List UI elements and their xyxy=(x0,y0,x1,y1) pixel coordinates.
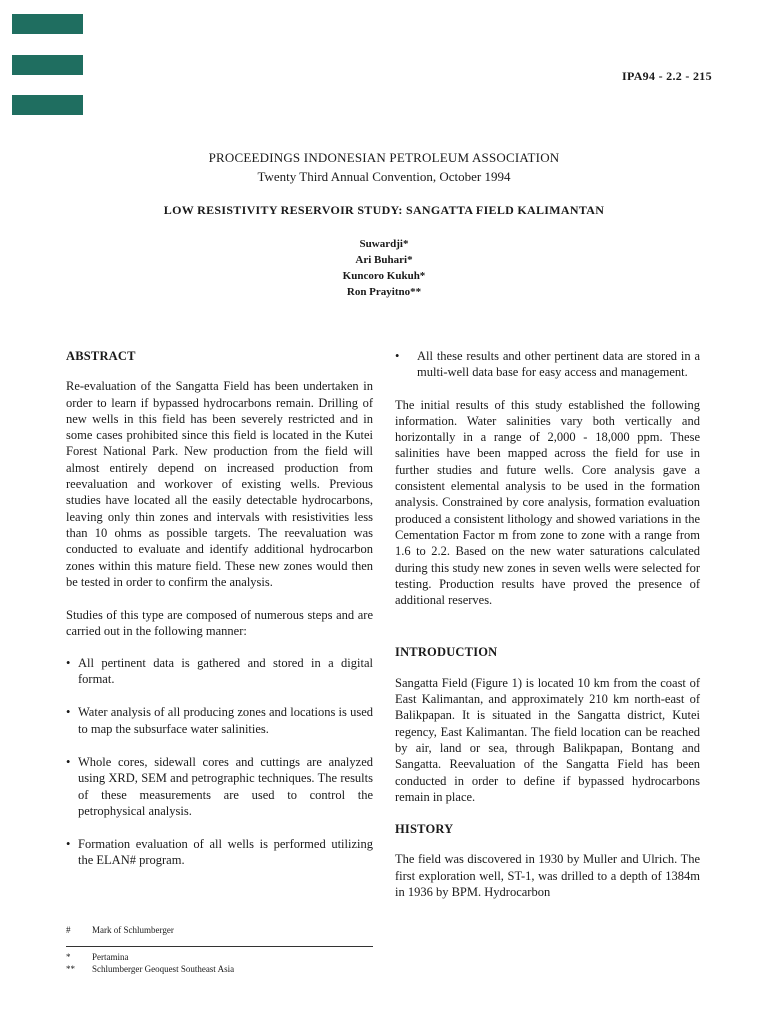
author: Ron Prayitno** xyxy=(346,286,422,298)
right-column xyxy=(395,348,700,900)
abstract-paragraph-2: Studies of this type are composed of numerous steps and are carried out in the following manner: xyxy=(66,608,373,639)
author: Kuncoro Kukuh* xyxy=(342,270,426,282)
footnote-affiliation-2 xyxy=(66,964,234,974)
introduction-paragraph: Sangatta Field (Figure 1) is located 10 km from the coast of East Kalimantan, and approximately 210 km north-east of Balikpapan. It is situated in the Sangatta district, Kutei regency, East Kalimantan. The field location can be reached by air, land or sea, through Balikpapan, Bontang and Sangatta. Reevaluation of the Sangatta Field has been conducted in order to define if bypassed hydrocarbons remain in place. xyxy=(395,675,700,804)
paper-id: IPA94 - 2.2 - 215 xyxy=(622,69,712,83)
footnote-symbol: # xyxy=(66,925,71,935)
history-paragraph: The field was discovered in 1930 by Muller and Ulrich. The first exploration well, ST-1, was drilled to a depth of 1384m in 1936 by BPM. Hydrocarbon xyxy=(395,852,700,900)
header-bar-1 xyxy=(12,14,83,34)
proceedings-heading: PROCEEDINGS INDONESIAN PETROLEUM ASSOCIATION xyxy=(208,150,560,165)
footnote-symbol: ** xyxy=(66,964,75,974)
list-item xyxy=(66,836,373,869)
footnote-affiliation-1 xyxy=(66,952,129,962)
list-item-text: All pertinent data is gathered and stored in a digital format. xyxy=(78,655,373,687)
bullet-mark: • xyxy=(66,655,71,670)
footnote-text: Schlumberger Geoquest Southeast Asia xyxy=(92,964,235,974)
footnote-text: Mark of Schlumberger xyxy=(92,925,174,935)
list-item-text: All these results and other pertinent data are stored in a multi-well data base for easy access and management. xyxy=(417,349,700,380)
abstract-heading: ABSTRACT xyxy=(66,349,136,363)
author: Ari Buhari* xyxy=(355,254,413,266)
paper-title: LOW RESISTIVITY RESERVOIR STUDY: SANGATTA FIELD KALIMANTAN xyxy=(163,203,605,217)
left-column xyxy=(66,348,373,869)
bullet-mark: • xyxy=(395,349,400,363)
list-item-text: Formation evaluation of all wells is performed utilizing the ELAN# program. xyxy=(78,837,373,868)
list-item-text: Whole cores, sidewall cores and cuttings are analyzed using XRD, SEM and petrographic techniques. The results of these measurements are used to control the petrophysical analysis. xyxy=(78,754,373,818)
footnote-trademark xyxy=(66,925,174,935)
bullet-mark: • xyxy=(66,837,71,852)
footnote-symbol: * xyxy=(66,952,71,962)
abstract-paragraph-3: The initial results of this study established the following information. Water salinities vary both vertically and horizontally in a range of 2,000 - 18,000 ppm. These salinities have been mapped across the field for use in further studies and future wells. Core analysis gave a consistent elemental analysis to be used in the formation analysis. Constrained by core analysis, formation evaluation produced a consistent lithology and showed variations in the Cementation Factor m from zone to zone with a range from 1.6 to 2.2. Based on the new water saturations calculated during this study new zones in seven wells were selected for testing. Production results have proved the presence of additional reserves. xyxy=(395,397,700,608)
abstract-paragraph-1: Re-evaluation of the Sangatta Field has been undertaken in order to learn if bypassed hydrocarbons remain. Drilling of new wells in this field has been severely restricted and in some cases prohibited since this field is located in the Kutei Forest National Park. New production from the field will almost entirely depend on increased production from reevaluation and workover of existing wells. Previous studies have located all the easily detectable hydrocarbons, leaving only thin zones and intervals with resistivities less than 10 ohms as possible targets. The reevaluation was conducted to evaluate and identify additional hydrocarbon zones within this mature field. These new zones would then be tested in order to confirm the analysis. xyxy=(66,379,373,589)
footnote-divider xyxy=(66,946,373,947)
history-heading: HISTORY xyxy=(395,822,454,837)
bullet-mark: • xyxy=(66,754,71,769)
list-item xyxy=(66,704,373,737)
author-list xyxy=(0,236,768,300)
author: Suwardji* xyxy=(359,238,409,250)
list-item xyxy=(395,348,700,381)
introduction-heading: INTRODUCTION xyxy=(395,645,498,660)
header-bar-3 xyxy=(12,95,83,115)
convention-line: Twenty Third Annual Convention, October 1994 xyxy=(257,169,511,184)
bullet-mark: • xyxy=(66,705,71,720)
list-item-text: Water analysis of all producing zones and locations is used to map the subsurface water salinities. xyxy=(78,705,373,736)
footnote-text: Pertamina xyxy=(92,952,129,962)
list-item xyxy=(66,754,373,819)
header-bar-2 xyxy=(12,55,83,75)
list-item xyxy=(66,655,373,688)
